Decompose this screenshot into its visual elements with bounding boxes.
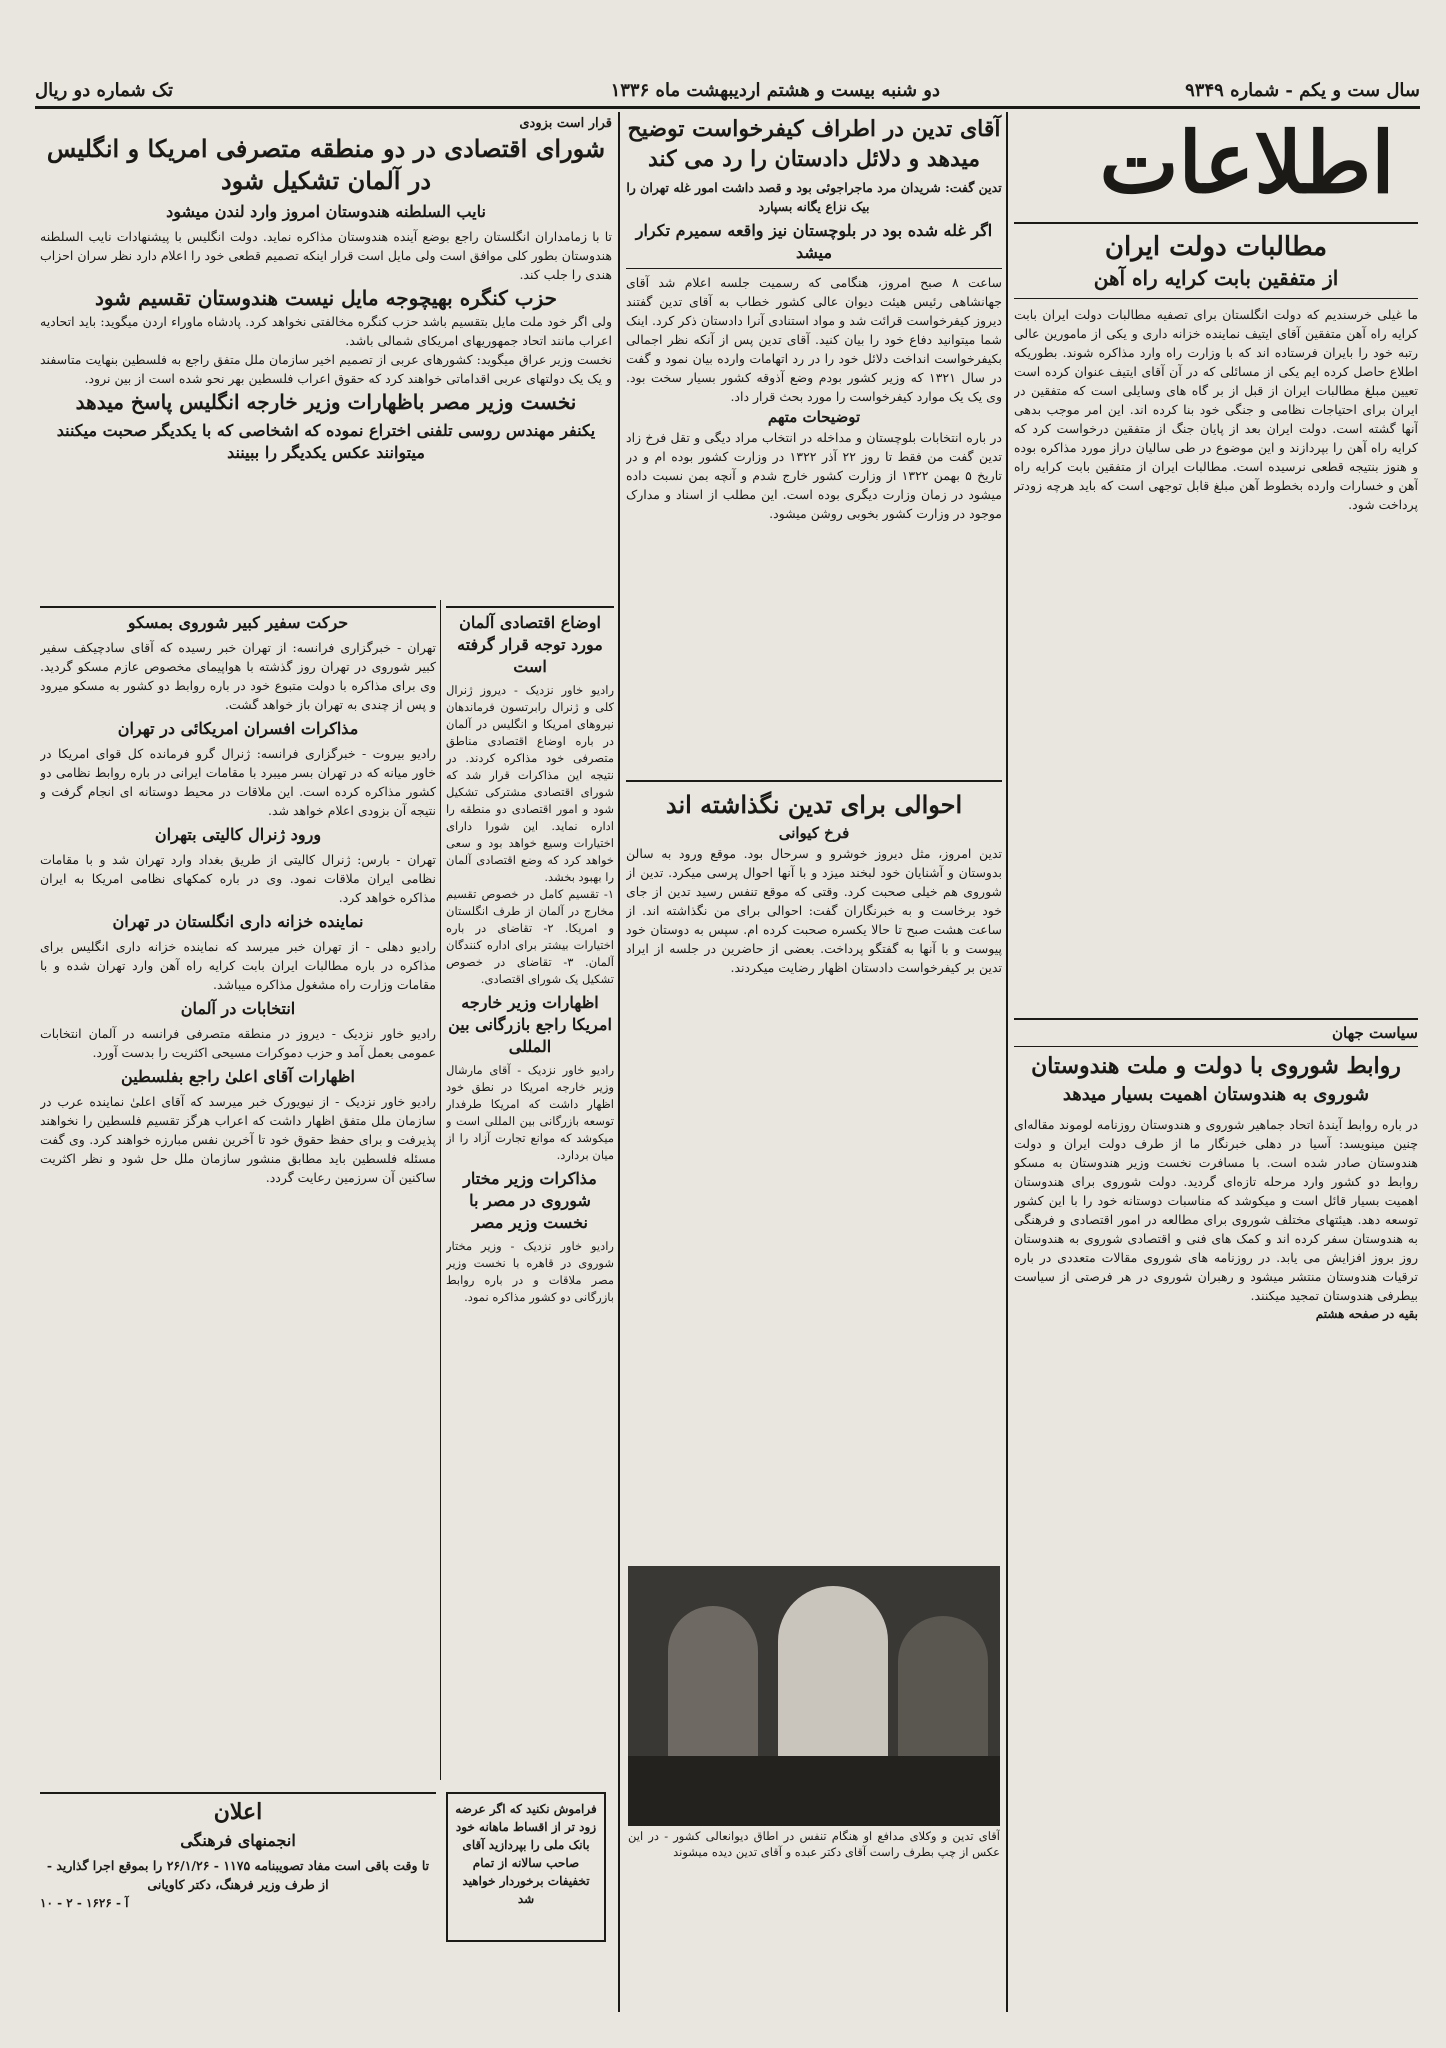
column-rule [1006, 112, 1008, 2012]
world-news-article [40, 114, 612, 604]
article-rule [626, 780, 1002, 782]
article-kicker: قرار است بزودی [519, 116, 612, 131]
brief-body: رادیو خاور نزدیک - دیروز در منطقه متصرفی فرانسه در آلمان انتخابات عمومی بعمل آمد و حزب دموکرات مسیحی اکثریت را بدست آورد. [40, 1026, 436, 1060]
ad-rule [40, 1792, 436, 1794]
column-rule [440, 600, 441, 1780]
trial-photo [628, 1566, 1000, 1826]
advertisement [40, 1792, 436, 1952]
photo-caption: آقای تدین و وکلای مدافع او هنگام تنفس در اطاق دیوانعالی کشور - در این عکس از چپ بطرف راست آقای دکتر عبده و آقای تدین دیده میشوند [628, 1829, 1000, 1859]
article-rule [626, 268, 1002, 269]
article-subhead: از متفقین بابت کرایه راه آهن [1093, 266, 1339, 290]
article-body: رادیو خاور نزدیک - آقای مارشال وزیر خارجه امریکا در نطق خود اظهار داشت که امریکا طرفدار توسعه بازرگانی بین المللی است و میکوشد که موانع تجارت آزاد را از میان بردارد. [446, 1063, 614, 1162]
brief-headline: انتخابات در آلمان [180, 999, 296, 1018]
article-headline: مطالبات دولت ایران [1104, 232, 1328, 262]
article-headline: اوضاع اقتصادی آلمان مورد توجه قرار گرفته است [457, 613, 603, 676]
article-headline: شورای اقتصادی در دو منطقه متصرفی امریکا و انگلیس در آلمان تشکیل شود [46, 134, 606, 195]
news-briefs [40, 606, 436, 1786]
brief-headline: اظهارات آقای اعلیٰ راجع بفلسطین [121, 1067, 355, 1086]
article-deck: اگر غله شده بود در بلوچستان نیز واقعه سمیرم تکرار میشد [635, 221, 993, 262]
article-subhead: یکنفر مهندس روسی تلفنی اختراع نموده که اشخاصی که با یکدیگر صحبت میکنند میتوانند عکس یکدیگر را ببینند [56, 421, 596, 462]
article-list: ۱- تقسیم کامل در خصوص تقسیم مخارج در آلمان از طرف انگلستان و امریکا. ۲- تقاضای در باره اختیارات بیشتر برای اداره کنندگان آلمان. ۳- تقاضای در خصوص تشکیل یک شورای اقتصادی. [446, 887, 614, 986]
brief-headline: حرکت سفیر کبیر شوروی بمسکو [127, 613, 349, 632]
article-body: ما غیلی خرسندیم که دولت انگلستان برای تصفیه مطالبات دولت ایران بابت کرایه راه آهن متفقین آقای ایتیف نماینده خزانه داری و یکی از مامورین عالی رتبه خود را بایران فرستاده اند که با وزارت راه وارد مذاکره شوند. بطوریکه اطلاع حاصل کرده ایم یکی از مسائلی که در آن آقای ایتیف عنوان کرده است تعیین مبلغ مطالبات ایران از قبل از بر گاه های وسایلی است که متفقین در ایران برای احتیاجات نظامی و جنگی خود بنا کرده اند. این امر موجب بدهی آنها گشته است. دولت ایران بعد از پایان جنگ از متفقین درخواست کرد که کرایه راه آهن را بپردازند و این موضوع در طی سالیان دراز مورد مذاکره بوده و هنوز بنتیجه قطعی نرسیده است. مطالبات ایران از متفقین بابت کرایه راه آهن و خسارات وارده بخطوط آهن مبلغ قابل توجهی است که باید هرچه زودتر پرداخت شود. [1014, 307, 1418, 512]
section-rule [1014, 1046, 1418, 1047]
brief-body: رادیو بیروت - خبرگزاری فرانسه: ژنرال گرو فرمانده کل قوای امریکا در خاور میانه که در تهران بسر میبرد با مقامات ایرانی در باره روابط نظامی دو کشور مذاکره کرده است. این ملاقات در محیط دوستانه ای انجام گرفت و نتیجه آن بزودی اعلام خواهد شد. [40, 746, 436, 818]
article-subhead: شوروی به هندوستان اهمیت بسیار میدهد [1062, 1084, 1370, 1105]
brief-body: رادیو دهلی - از تهران خبر میرسد که نماینده خزانه داری انگلیس برای مذاکره در باره مطالبات ایران بابت کرایه راه آهن وارد تهران شده و با مقامات وزارت راه مشغول مذاکره میباشد. [40, 939, 436, 992]
brief-headline: مذاکرات افسران امریکائی در تهران [117, 719, 359, 738]
brief-headline: ورود ژنرال کالیتی بتهران [154, 825, 322, 844]
continued-note: بقیه در صفحه هشتم [1315, 1307, 1418, 1321]
article-subhead: حزب کنگره بهیچوجه مایل نیست هندوستان تقسیم شود [94, 286, 557, 310]
article-headline: آقای تدین در اطراف کیفرخواست توضیح میدهد و دلائل دادستان را رد می کند [627, 116, 1001, 172]
issue-number: سال ست و یکم - شماره ۹۳۴۹ [1185, 80, 1420, 101]
article-body: تا با زمامداران انگلستان راجع بوضع آینده هندوستان مذاکره نماید. دولت انگلیس با پیشنهادات نایب السلطنه هندوستان بطور کلی موافق است ولی مایل است قرار اینکه تصمیم قطعی خود را اعلام دارد نظر سران احزاب هندی را جلب کند. [40, 229, 612, 282]
article-body: در باره روابط آیندۀ اتحاد جماهیر شوروی و هندوستان روزنامه لوموند مقاله‌ای چنین مینویسد: آسیا در دهلی خبرنگار ما از طرف دولت ایران و دولت هندوستان صادر شده است. با مسافرت نخست وزیر هندوستان به مسکو روابط دو کشور وارد مرحله تازه‌ای گردید. دولت شوروی برای هندوستان اهمیت بسیار قائل است و میکوشد که مناسبات دوستانه خود را با این کشور توسعه دهد. هیئتهای مختلف شوروی برای مطالعه در امور اقتصادی و فرهنگی به هندوستان سفر کرده اند و کمک های فنی و اقتصادی شوروی به هندوستان روز بروز افزایش می یابد. در روزنامه های شوروی مقالات متعددی در باره ترقیات هندوستان منتشر میشود و رهبران شوروی در هر فرصتی از سیاست بیطرفی هندوستان تمجید میکنند. [1014, 1117, 1418, 1303]
article-body: رادیو خاور نزدیک - وزیر مختار شوروی در قاهره با نخست وزیر مصر ملاقات و در باره روابط بازرگانی دو کشور مذاکره نمود. [446, 1239, 614, 1304]
article-subhead: نخست وزیر مصر باظهارات وزیر خارجه انگلیس پاسخ میدهد [75, 390, 577, 414]
section-rule [1014, 1018, 1418, 1020]
article-side-label: توضیحات متهم [767, 408, 861, 426]
article-subhead: نایب السلطنه هندوستان امروز وارد لندن میشود [166, 202, 486, 221]
article-body: در باره انتخابات بلوچستان و مداخله در انتخاب مراد دیگی و تقل فرخ زاد تدین گفت من فقط تا روز ۲۲ آذر ۱۳۲۲ در وزارت کشور بوده ام و در تاریخ ۵ بهمن ۱۳۲۲ از وزارت کشور خارج شدم و آنچه بمن نسبت داده میشود در زمان وزارت دیگری بوده است. این مطلب از اسناد و مدارک موجود در وزارت کشور بخوبی روشن میشود. [626, 430, 1002, 521]
tadayyon-trial-article [626, 114, 1002, 774]
brief-headline: نماینده خزانه داری انگلستان در تهران [112, 912, 364, 931]
article-body: رادیو خاور نزدیک - دیروز ژنرال کلی و ژنرال رابرتسون فرماندهان نیروهای امریکا و انگلیس در آلمان در باره اوضاع اقتصادی مناطق متصرفی خود مذاکره کردند. در نتیجه این مذاکرات قرار شد که شورای اقتصادی مشترکی تشکیل شود و امور اقتصادی دو منطقه را اداره نماید. این شورا دارای اختیارات وسیع خواهد بود و سعی خواهد کرد که وضع اقتصادی آلمان را بهبود بخشد. [446, 683, 614, 884]
article-body: ساعت ۸ صبح امروز، هنگامی که رسمیت جلسه اعلام شد آقای جهانشاهی رئیس هیئت دیوان عالی کشور خطاب به آقای تدین گفتند دیروز کیفرخواست قرائت شد و مواد استنادی آنرا دادستان ذکر کرد. اینک شما میتوانید دفاع خود را بیان کنید. آقای تدین پس از آنکه نظر اجمالی بکیفرخواست انداخت دلائل خود را در رد اتهامات وارده بیان نمود و گفت در سال ۱۳۲۱ که وزیر کشور بودم وضع آذوقه کشور بسیار سخت بود. وی یک یک موارد کیفرخواست را مورد بحث قرار داد. [626, 275, 1002, 404]
article-rule [1014, 222, 1418, 224]
soviet-india-article [1014, 1018, 1418, 2008]
brief-body: تهران - خبرگزاری فرانسه: از تهران خبر رسیده که آقای سادچیکف سفیر کبیر شوروی در تهران روز گذشته با هواپیمای مخصوص عازم مسکو گردید. وی برای مذاکره با دولت متبوع خود در باره روابط دو کشور به مسکو میرود و پس از چندی به تهران باز خواهد گشت. [40, 640, 436, 712]
ad-body: تا وقت باقی است مفاد تصویبنامه ۱۱۷۵ - ۲۶/۱/۲۶ را بموقع اجرا گذارید - از طرف وزیر فرهنگ، دکتر کاویانی [46, 1858, 430, 1892]
iran-claims-article [1014, 222, 1418, 1012]
article-rule [1014, 298, 1418, 299]
article-subhead: تدین گفت: شریدان مرد ماجراجوئی بود و قصد داشت امور غله تهران را بیک نزاع یگانه بسپارد [626, 180, 1002, 214]
masthead [35, 78, 1420, 104]
article-rule [40, 606, 436, 608]
article-subhead: اظهارات وزیر خارجه امریکا راجع بازرگانی بین المللی [448, 993, 612, 1056]
newspaper-logo: اطلاعات [1099, 113, 1395, 212]
photo-desk [628, 1756, 1000, 1826]
article-body: تدین امروز، مثل دیروز خوشرو و سرحال بود. موقع ورود به سالن بدوستان و آشنایان خود لبخند میزد و با آنها احوال پرسی میکرد. تدین از شوروی هم خیلی صحبت کرد. وقتی که موقع تنفس رسید تدین از جای خود برخاست و به خبرنگاران گفت: احوالی برای من نگذاشته اند. از ساعت هشت صبح تا حالا یکسره صحبت کرده ام. سپس به دوستان خود پیوست و با آنها به گفتگو پرداخت. بعضی از حاضرین در جلسه از ایراد تدین بر کیفرخواست دادستان اظهار رضایت میکردند. [626, 846, 1002, 975]
notice-text: فراموش نکنید که اگر عرضه زود تر از اقساط ماهانه خود بانک ملی را بپردازید آقای صاحب سالانه از تمام تخفیفات برخوردار خواهید شد [455, 1802, 597, 1906]
brief-body: تهران - بارس: ژنرال کالیتی از طریق بغداد وارد تهران شد و با مقامات نظامی ایران ملاقات نمود. وی در باره کمکهای نظامی امریکا به ایران مذاکره خواهد کرد. [40, 852, 436, 905]
bank-notice-box [446, 1792, 606, 1942]
article-byline: فرخ کیوانی [778, 824, 850, 842]
article-subhead: مذاکرات وزیر مختار شوروی در مصر با نخست وزیر مصر [463, 1169, 597, 1232]
issue-price: تک شماره دو ریال [35, 80, 173, 101]
article-body: ولی اگر خود ملت مایل بتقسیم باشد حزب کنگره مخالفتی نخواهد کرد. پادشاه ماوراء اردن میگوید: باید اتحادیه اعراب مانند اتحاد جمهوریهای امریکای شمالی باشد. [40, 314, 612, 348]
brief-body: رادیو خاور نزدیک - از نیویورک خبر میرسد که آقای اعلیٰ نماینده عرب در سازمان ملل متفق اظهار داشت که اعراب هرگز تقسیم فلسطین را نخواهند پذیرفت و برای حفظ حقوق خود تا آخرین نفس مبارزه خواهند کرد. وی گفت مسئله فلسطین باید مطابق منشور سازمان ملل حل شود و نظر اکثریت ساکنین آن سرزمین رعایت گردد. [40, 1094, 436, 1185]
ad-code: آ - ۱۶۲۶ - ۲ - ۱۰ [40, 1896, 129, 1910]
issue-date: دو شنبه بیست و هشتم اردیبهشت ماه ۱۳۳۶ [610, 80, 940, 101]
article-rule [446, 606, 614, 608]
article-body: نخست وزیر عراق میگوید: کشورهای عربی از تصمیم اخیر سازمان ملل متفق راجع به فلسطین بنهایت متاسفند و یک یک دولتهای عربی اقداماتی خواهند کرد که حقوق اعراب فلسطین بهر نحو شده است از بین نرود. [40, 352, 612, 386]
article-headline: احوالی برای تدین نگذاشته اند [665, 790, 963, 819]
germany-economy-article [446, 606, 614, 1786]
ad-subtitle: انجمنهای فرهنگی [180, 1831, 296, 1850]
article-headline: روابط شوروی با دولت و ملت هندوستان [1031, 1053, 1401, 1079]
column-rule [618, 112, 620, 2012]
ad-title: اعلان [213, 1799, 263, 1825]
section-label: سیاست جهان [1332, 1024, 1418, 1042]
tadayyon-mood-article [626, 780, 1002, 1560]
